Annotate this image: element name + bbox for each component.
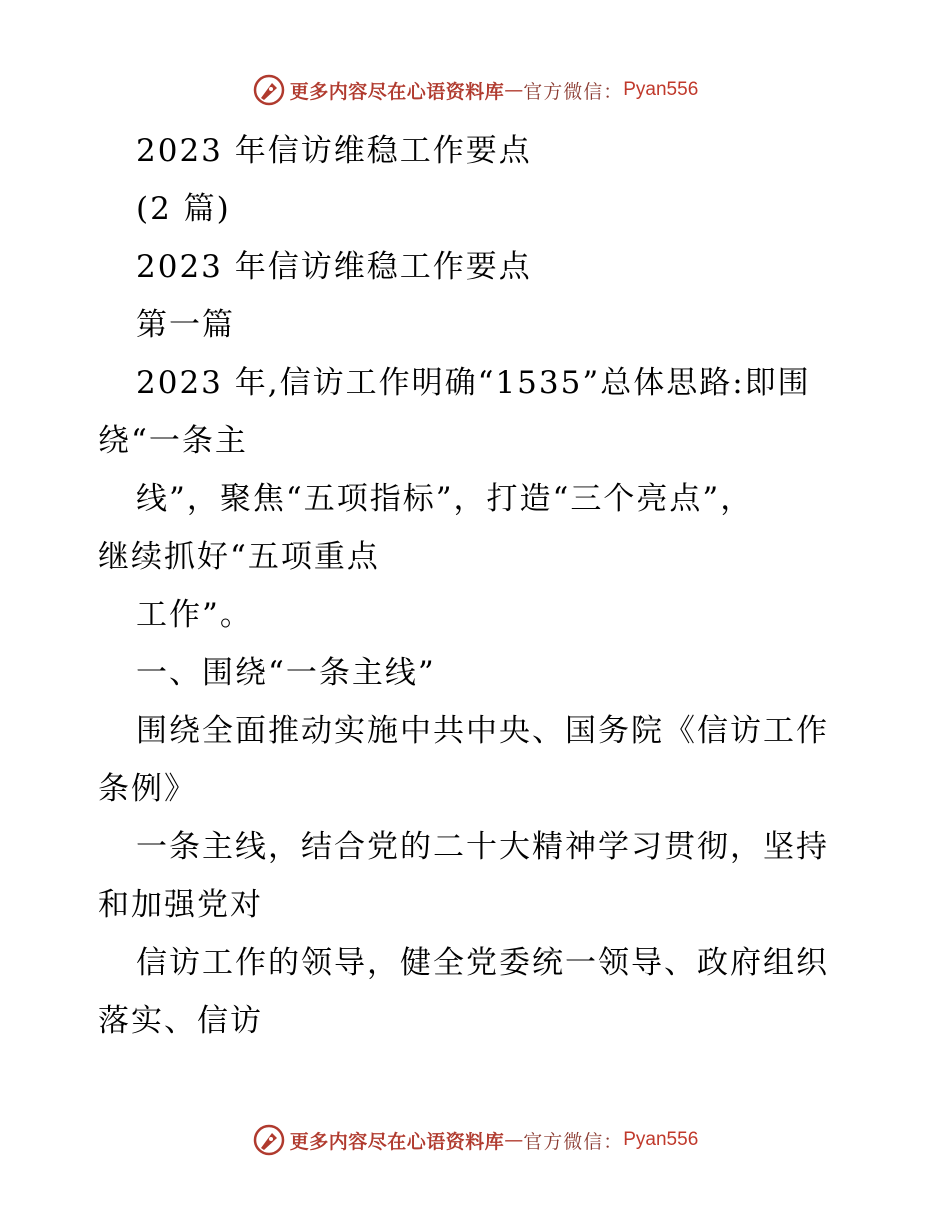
banner-wechat-label: 官方微信： <box>523 80 624 103</box>
document-line: 2023 年信访维稳工作要点 <box>136 133 532 169</box>
banner-wechat-id: Pyan556 <box>623 79 699 100</box>
document-line: 落实、信访 <box>98 1003 263 1039</box>
pen-nib-circle-icon <box>252 73 286 107</box>
document-line: (2 篇) <box>136 191 231 227</box>
banner-wechat-label: 官方微信： <box>523 1130 624 1153</box>
banner-main-text: 更多内容尽在心语资料库 <box>289 80 505 103</box>
document-line: 围绕全面推动实施中共中央、国务院《信访工作 <box>136 713 829 749</box>
document-line: 继续抓好“五项重点 <box>98 539 380 575</box>
pen-nib-circle-icon <box>252 1123 286 1157</box>
document-line: 和加强党对 <box>98 887 263 923</box>
document-line: 一条主线，结合党的二十大精神学习贯彻，坚持 <box>136 829 829 865</box>
document-line: 第一篇 <box>136 307 235 343</box>
document-line: 工作”。 <box>136 597 253 633</box>
document-line: 2023 年,信访工作明确“1535”总体思路:即围 <box>136 365 811 401</box>
document-line: 线”，聚焦“五项指标”，打造“三个亮点”， <box>136 481 754 517</box>
banner-main-text: 更多内容尽在心语资料库 <box>289 1130 505 1153</box>
document-line: 绕“一条主 <box>98 423 248 459</box>
header-banner <box>0 68 950 112</box>
banner-separator: — <box>504 79 524 101</box>
document-line: 条例》 <box>98 771 197 807</box>
document-body <box>98 122 858 1050</box>
document-line: 信访工作的领导，健全党委统一领导、政府组织 <box>136 945 829 981</box>
footer-banner <box>0 1118 950 1162</box>
banner-separator: — <box>504 1129 524 1151</box>
document-line: 2023 年信访维稳工作要点 <box>136 249 532 285</box>
banner-wechat-id: Pyan556 <box>623 1129 699 1150</box>
document-line: 一、围绕“一条主线” <box>136 655 436 691</box>
